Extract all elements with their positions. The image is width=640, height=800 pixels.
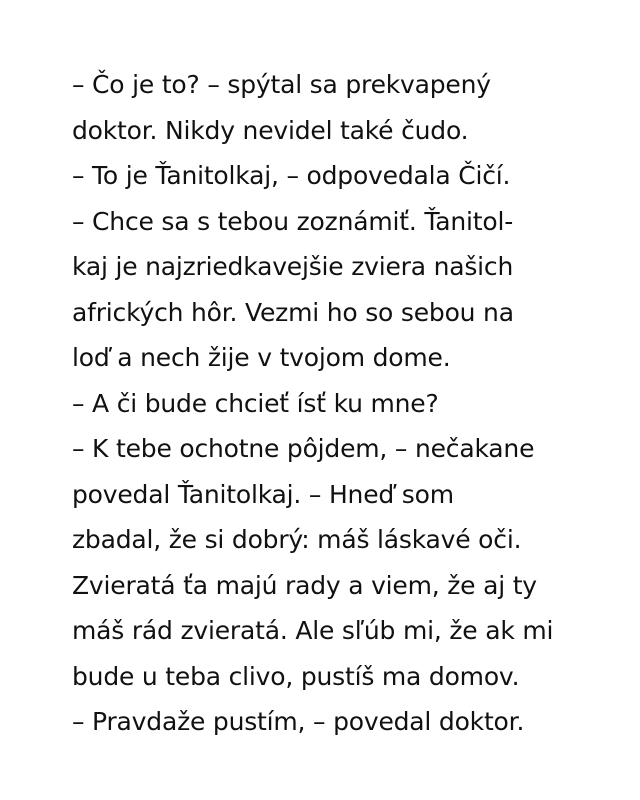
text-line: povedal Ťanitolkaj. – Hneď som: [72, 479, 454, 509]
text-line: zbadal, že si dobrý: máš láskavé oči.: [72, 525, 522, 554]
text-line: – Chce sa s tebou zoznámiť. Ťanitol-: [72, 206, 514, 236]
text-line: kaj je najzriedkavejšie zviera našich: [72, 252, 514, 281]
text-line: – Čo je to? – spýtal sa prekvapený: [72, 70, 491, 99]
text-line: doktor. Nikdy nevidel také čudo.: [72, 115, 469, 145]
story-text: [72, 62, 612, 745]
text-line: afrických hôr. Vezmi ho so sebou na: [72, 297, 514, 327]
text-line: bude u teba clivo, pustíš ma domov.: [72, 661, 520, 691]
text-line: – A či bude chcieť ísť ku mne?: [72, 388, 439, 418]
text-line: Zvieratá ťa majú rady a viem, že aj ty: [72, 570, 537, 600]
text-line: loď a nech žije v tvojom dome.: [72, 343, 451, 372]
text-line: – K tebe ochotne pôjdem, – nečakane: [72, 434, 535, 463]
text-line: máš rád zvieratá. Ale sľúb mi, že ak mi: [72, 616, 554, 645]
text-line: – To je Ťanitolkaj, – odpovedala Čičí.: [72, 161, 511, 190]
text-line: – Pravdaže pustím, – povedal doktor.: [72, 707, 525, 736]
